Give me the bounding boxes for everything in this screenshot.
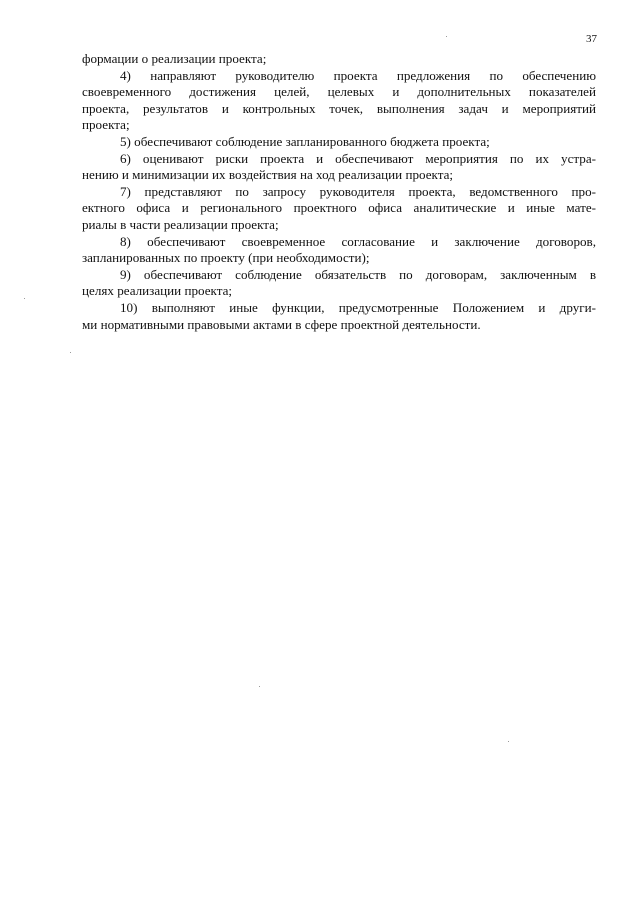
- text-line: запланированных по проекту (при необходимости);: [82, 250, 370, 266]
- scan-speck: [24, 298, 25, 299]
- text-line: риалы в части реализации проекта;: [82, 216, 279, 232]
- text-line: 10) выполняют иные функции, предусмотренные Положением и други-: [120, 299, 596, 315]
- text-line: проекта, результатов и контрольных точек, выполнения задач и мероприятий: [82, 100, 596, 116]
- text-line: формации о реализации проекта;: [82, 51, 267, 66]
- text-line: 7) представляют по запросу руководителя проекта, ведомственного про-: [120, 183, 596, 199]
- text-line: ми нормативными правовыми актами в сфере проектной деятельности.: [82, 316, 481, 332]
- text-line: 8) обеспечивают своевременное согласование и заключение договоров,: [120, 233, 596, 249]
- text-line: ектного офиса и регионального проектного офиса аналитические и иные мате-: [82, 200, 596, 216]
- text-line: 4) направляют руководителю проекта предложения по обеспечению: [120, 67, 596, 83]
- document-body: [82, 51, 596, 333]
- text-line: 9) обеспечивают соблюдение обязательств по договорам, заключенным в: [120, 266, 596, 282]
- scan-speck: [70, 352, 71, 353]
- text-line: целях реализации проекта;: [82, 283, 233, 299]
- scan-speck: [446, 36, 447, 37]
- page-number: 37: [586, 33, 597, 45]
- text-line: 5) обеспечивают соблюдение запланированного бюджета проекта;: [120, 133, 490, 149]
- text-line: проекта;: [82, 117, 130, 133]
- scan-speck: [508, 741, 509, 742]
- text-line: 6) оценивают риски проекта и обеспечивают мероприятия по их устра-: [120, 150, 596, 166]
- scan-speck: [259, 686, 260, 687]
- text-line: своевременного достижения целей, целевых и дополнительных показателей: [82, 84, 596, 100]
- text-line: нению и минимизации их воздействия на ход реализации проекта;: [82, 167, 454, 183]
